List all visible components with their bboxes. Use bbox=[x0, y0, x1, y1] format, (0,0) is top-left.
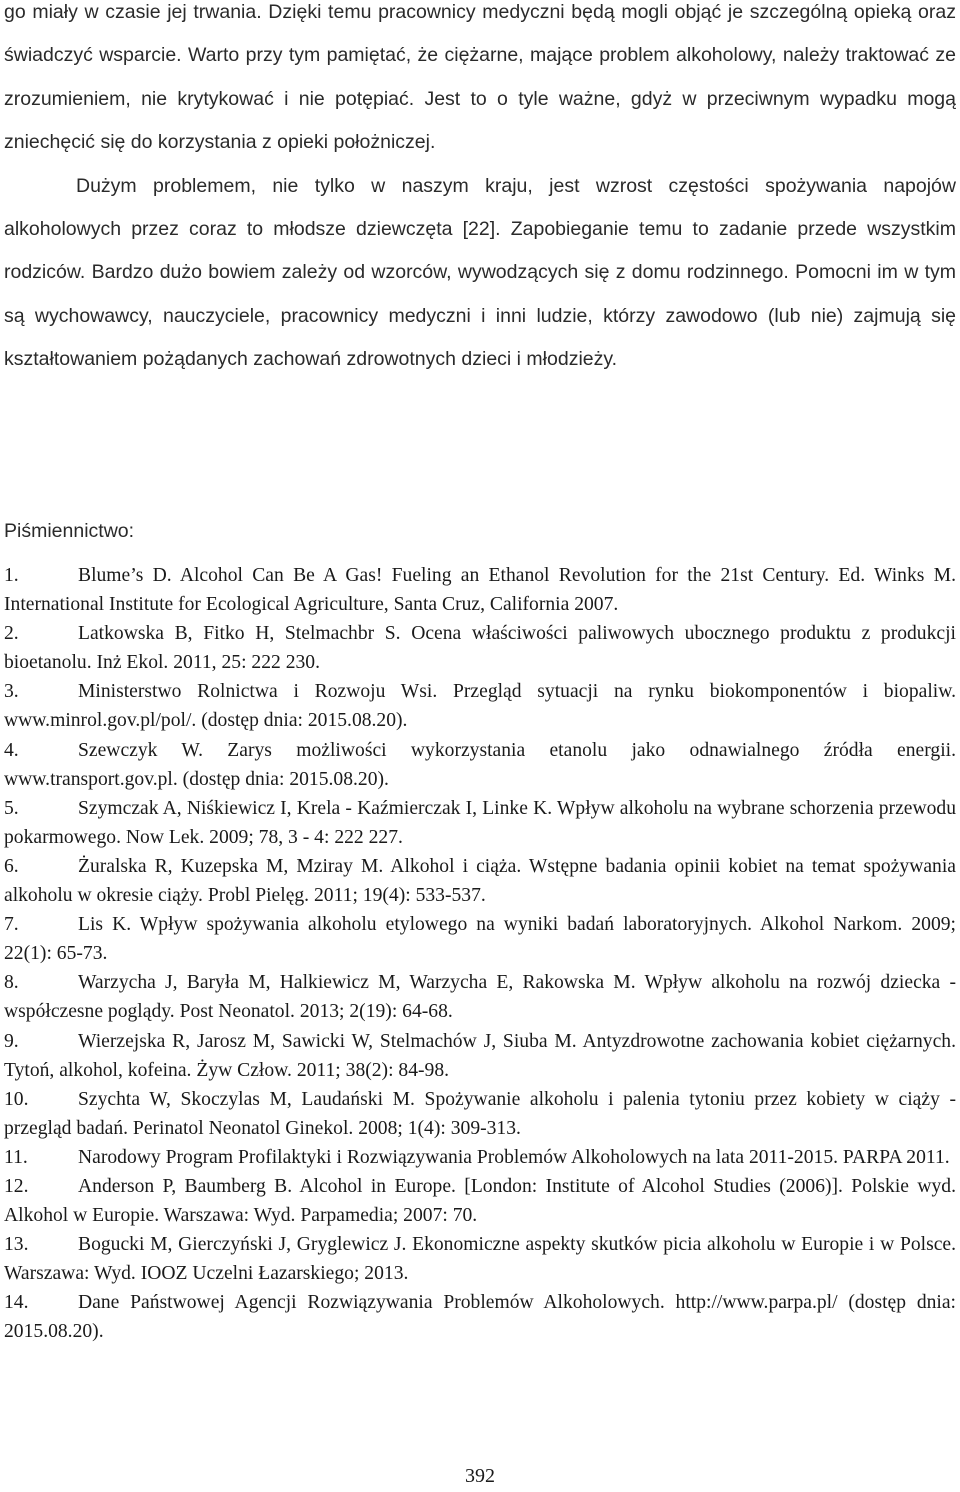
reference-number: 12. bbox=[4, 1175, 29, 1197]
reference-number: 7. bbox=[4, 914, 19, 936]
reference-item bbox=[4, 1230, 956, 1288]
reference-item bbox=[4, 1143, 956, 1172]
reference-item bbox=[4, 619, 956, 677]
reference-text: Bogucki M, Gierczyński J, Gryglewicz J. Ekonomiczne aspekty skutków picia alkoholu w Europie i w Polsce. Warszawa: Wyd. IOOZ Uczelni Łazarskiego; 2013. bbox=[4, 1234, 956, 1285]
reference-number: 3. bbox=[4, 681, 19, 703]
reference-text: Anderson P, Baumberg B. Alcohol in Europe. [London: Institute of Alcohol Studies (2006)]. Polskie wyd. Alkohol w Europie. Warszawa: Wyd. Parpamedia; 2007: 70. bbox=[4, 1175, 956, 1227]
reference-number: 2. bbox=[4, 623, 19, 645]
reference-item bbox=[4, 677, 956, 735]
references-list bbox=[4, 561, 956, 1347]
reference-text: Szewczyk W. Zarys możliwości wykorzystania etanolu jako odnawialnego źródła energii. www.transport.gov.pl. (dostęp dnia: 2015.08.20). bbox=[4, 739, 956, 790]
reference-item bbox=[4, 736, 956, 794]
reference-item bbox=[4, 794, 956, 852]
reference-number: 14. bbox=[4, 1292, 29, 1314]
reference-text: Lis K. Wpływ spożywania alkoholu etylowego na wyniki badań laboratoryjnych. Alkohol Narkom. 2009; 22(1): 65-73. bbox=[4, 914, 956, 965]
reference-text: Dane Państwowej Agencji Rozwiązywania Problemów Alkoholowych. http://www.parpa.pl/ (dostęp dnia: 2015.08.20). bbox=[4, 1292, 956, 1343]
reference-item bbox=[4, 968, 956, 1026]
reference-text: Narodowy Program Profilaktyki i Rozwiązywania Problemów Alkoholowych na lata 2011-2015. PARPA 2011. bbox=[78, 1146, 950, 1168]
reference-item bbox=[4, 561, 956, 619]
reference-number: 11. bbox=[4, 1146, 28, 1168]
reference-text: Ministerstwo Rolnictwa i Rozwoju Wsi. Przegląd sytuacji na rynku biokomponentów i biopaliw. www.minrol.gov.pl/pol/. (dostęp dnia: 2015.08.20). bbox=[4, 681, 956, 732]
reference-number: 4. bbox=[4, 739, 19, 761]
reference-text: Latkowska B, Fitko H, Stelmachbr S. Ocena właściwości paliwowych ubocznego produktu z produkcji bioetanolu. Inż Ekol. 2011, 25: 222 230. bbox=[4, 623, 956, 674]
reference-text: Blume’s D. Alcohol Can Be A Gas! Fueling an Ethanol Revolution for the 21st Century. Ed. Winks M. International Institute for Ecological Agriculture, Santa Cruz, California 2007. bbox=[4, 565, 956, 616]
reference-number: 5. bbox=[4, 797, 19, 819]
reference-text: Żuralska R, Kuzepska M, Mziray M. Alkohol i ciąża. Wstępne badania opinii kobiet na temat spożywania alkoholu w okresie ciąży. Probl Pielęg. 2011; 19(4): 533-537. bbox=[4, 855, 956, 907]
reference-number: 6. bbox=[4, 855, 19, 877]
reference-item bbox=[4, 910, 956, 968]
reference-item bbox=[4, 1172, 956, 1230]
reference-item bbox=[4, 852, 956, 910]
reference-item bbox=[4, 1085, 956, 1143]
reference-number: 8. bbox=[4, 972, 19, 994]
reference-text: Szymczak A, Niśkiewicz I, Krela - Kaźmierczak I, Linke K. Wpływ alkoholu na wybrane schorzenia przewodu pokarmowego. Now Lek. 2009; 78, 3 - 4: 222 227. bbox=[4, 797, 956, 848]
reference-item bbox=[4, 1027, 956, 1085]
body-paragraph: go miały w czasie jej trwania. Dzięki temu pracownicy medyczni będą mogli objąć je szczególną opieką oraz świadczyć wsparcie. Warto przy tym pamiętać, że ciężarne, mające problem alkoholowy, należy traktować ze zrozumieniem, nie krytykować i nie potępiać. Jest to o tyle ważne, gdyż w przeciwnym wypadku mogą zniechęcić się do korzystania z opieki położniczej. bbox=[4, 1, 956, 154]
reference-number: 9. bbox=[4, 1030, 19, 1052]
reference-number: 13. bbox=[4, 1234, 29, 1256]
document-page bbox=[4, 0, 956, 1343]
reference-text: Szychta W, Skoczylas M, Laudański M. Spożywanie alkoholu i palenia tytoniu przez kobiety w ciąży - przegląd badań. Perinatol Neonatol Ginekol. 2008; 1(4): 309-313. bbox=[4, 1088, 956, 1139]
references-heading: Piśmiennictwo: bbox=[4, 520, 135, 542]
body-paragraph: Dużym problemem, nie tylko w naszym kraju, jest wzrost częstości spożywania napojów alkoholowych przez coraz to młodsze dziewczęta [22]. Zapobieganie temu to zadanie przede wszystkim rodziców. Bardzo dużo bowiem zależy od wzorców, wywodzących się z domu rodzinnego. Pomocni im w tym są wychowawcy, nauczyciele, pracownicy medyczni i inni ludzie, którzy zawodowo (lub nie) zajmują się kształtowaniem pożądanych zachowań zdrowotnych dzieci i młodzieży. bbox=[4, 174, 956, 371]
reference-number: 1. bbox=[4, 565, 19, 586]
reference-text: Wierzejska R, Jarosz M, Sawicki W, Stelmachów J, Siuba M. Antyzdrowotne zachowania kobiet ciężarnych. Tytoń, alkohol, kofeina. Żyw Człow. 2011; 38(2): 84-98. bbox=[4, 1030, 956, 1081]
reference-text: Warzycha J, Baryła M, Halkiewicz M, Warzycha E, Rakowska M. Wpływ alkoholu na rozwój dziecka - współczesne poglądy. Post Neonatol. 2013; 2(19): 64-68. bbox=[4, 972, 956, 1023]
reference-item bbox=[4, 1288, 956, 1346]
reference-number: 10. bbox=[4, 1088, 29, 1110]
page-number: 392 bbox=[465, 1465, 495, 1487]
